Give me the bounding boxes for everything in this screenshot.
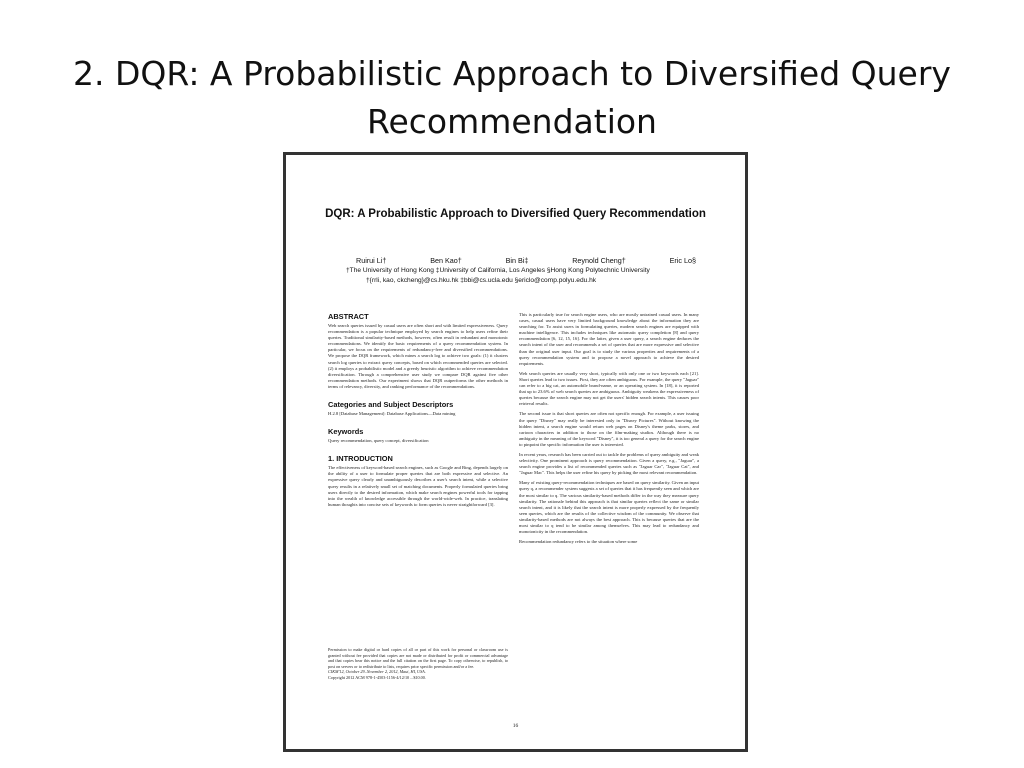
right-paragraph: Many of existing query-recommendation techniques are based on query similarity. Given an input query q, a recommender system suggests a set of queries that it has frequently seen and which are the most similar to q. The various similarity-based methods differ in the way they measure query similarity. The rationale behind this approach is that similar queries reflect the same or similar search intent, and it is likely that the search intent is more properly expressed by the frequently seen queries, which are the results of the collective wisdom of the community. We observe that similarity-based methods are not always the best approach. This is because queries that are the most similar to q tend to be similar among themselves. This may lead to redundancy and monotonicity in the recommendation. bbox=[519, 480, 699, 535]
paper-title: DQR: A Probabilistic Approach to Diversified Query Recommendation bbox=[325, 208, 706, 220]
introduction-text: The effectiveness of keyword-based search engines, such as Google and Bing, depends largely on the ability of a user to formulate proper queries that are both expressive and selective. An expressive query clearly and unambiguously describes a user's search intent, while a selective query results in a relatively small set of matching documents. Properly formulated queries bring users directly to the desired information, which make search engines powerful tools for tapping into the wealth of knowledge accessible through the world-wide-web. In practice, translating human thoughts into concise sets of keywords to form queries is never straightforward [3]. bbox=[328, 465, 508, 507]
conference-text: CIKM'12, October 29–November 2, 2012, Maui, HI, USA. bbox=[328, 669, 426, 675]
affiliations-line: †The University of Hong Kong ‡University of California, Los Angeles §Hong Kong Polytechnic University bbox=[346, 267, 650, 274]
paper-page-image bbox=[283, 152, 748, 752]
permission-notice bbox=[328, 647, 508, 681]
author-name: Reynold Cheng† bbox=[572, 256, 626, 265]
right-paragraph: Web search queries are usually very short, typically with only one or two keywords each [21]. Short queries lead to two issues. First, they are often ambiguous. For example, the query "Jaguar" can refer to a big cat, an automobile brand-name, or an operating system. In [18], it is reported that up to 23.6% of web search queries are ambiguous. Ambiguity weakens the expressiveness of queries because the search engine may not get the users' hidden search intents. This causes poor retrieval results. bbox=[519, 370, 699, 407]
author-name: Ben Kao† bbox=[430, 256, 462, 265]
right-column bbox=[519, 312, 699, 549]
right-paragraph: This is particularly true for search engine users, who are mostly untrained casual users. In many cases, casual users have very limited background knowledge about the information they are searching for. To assist users in formulating queries, modern search engines are equipped with machine intelligence. This includes techniques like automatic query completion [8] and query recommendation [6, 12, 15, 16]. For the latter, given a user query, a search engine deduces the search intent of the user and recommends a set of queries that are more expressive and selective than the original user input. Our goal is to study the various properties and requirements of a query recommendation system and to propose a novel approach to achieve the desired requirements. bbox=[519, 312, 699, 366]
right-paragraph: Recommendation redundancy refers to the situation where some bbox=[519, 539, 638, 545]
author-name: Ruirui Li† bbox=[356, 256, 387, 265]
paper-affiliations bbox=[346, 266, 706, 286]
slide-title: 2. DQR: A Probabilistic Approach to Diversified Query Recommendation bbox=[73, 54, 951, 141]
abstract-heading: ABSTRACT bbox=[328, 312, 369, 321]
right-paragraph: In recent years, research has been carried out to tackle the problems of query ambiguity and weak selectivity. One prominent approach is query recommendation. Given a query, e.g., "Jaguar", a search engine provides a list of recommended queries such as "Jaguar Car", "Jaguar Cat", and "Jaguar Mac". This helps the user refine his query by picking the most relevant recommendation. bbox=[519, 451, 699, 476]
page-number: 16 bbox=[512, 723, 519, 729]
introduction-heading: 1. INTRODUCTION bbox=[328, 454, 393, 464]
keywords-heading: Keywords bbox=[328, 427, 364, 437]
categories-text: H.2.8 [Database Management]: Database Applications—Data mining bbox=[328, 411, 456, 417]
right-paragraph: The second issue is that short queries are often not specific enough. For example, a user issuing the query "Disney" may really be interested only in "Disney Pictures". Without knowing the hidden intent, a search engine would return web pages on Disney's theme parks, stores, and cartoon characters in addition to those on the film-making studios. Although there is no ambiguity in the meaning of the keyword "Disney", it is too general a query for the search engine to pinpoint the specific information the user is interested. bbox=[519, 411, 699, 447]
keywords-text: Query recommendation, query concept, diversification bbox=[328, 438, 429, 444]
left-column bbox=[328, 312, 508, 512]
categories-heading: Categories and Subject Descriptors bbox=[328, 400, 454, 410]
permission-text: Permission to make digital or hard copies of all or part of this work for personal or classroom use is granted without fee provided that copies are not made or distributed for profit or commercial advantage and that copies bear this notice and the full citation on the first page. To copy otherwise, to republish, to post on servers or to redistribute to lists, requires prior specific permission and/or a fee. bbox=[328, 647, 508, 669]
copyright-text: Copyright 2012 ACM 978-1-4503-1156-4/12/10 ...$10.00. bbox=[328, 674, 426, 680]
abstract-text: Web search queries issued by casual users are often short and with limited expressiveness. Query recommendation is a popular technique employed by search engines to help users refine their queries. Traditional similarity-based methods, however, often result in redundant and monotonic recommendations. We identify the basic requirements of a query recommendation system. In particular, we focus on the requirements of redundancy-free and diversified recommendations. We propose the DQR framework, which mines a search log to achieve two goals: (1) it clusters search log queries to extract query concepts, based on which recommended queries are selected. (2) it employs a probabilistic model and a greedy heuristic algorithm to achieve recommendation diversification. Through a comprehensive user study we compare DQR against five other recommendation methods. Our experiment shows that DQR outperforms the other methods in terms of relevancy, diversity, and ranking performance of the recommendations. bbox=[328, 323, 508, 389]
author-name: Eric Lo§ bbox=[669, 256, 696, 265]
paper-authors bbox=[356, 255, 696, 266]
author-name: Bin Bi‡ bbox=[505, 256, 529, 265]
emails-line: †{rrli, kao, ckcheng}@cs.hku.hk ‡bbi@cs.ucla.edu §ericlo@comp.polyu.edu.hk bbox=[366, 277, 597, 284]
